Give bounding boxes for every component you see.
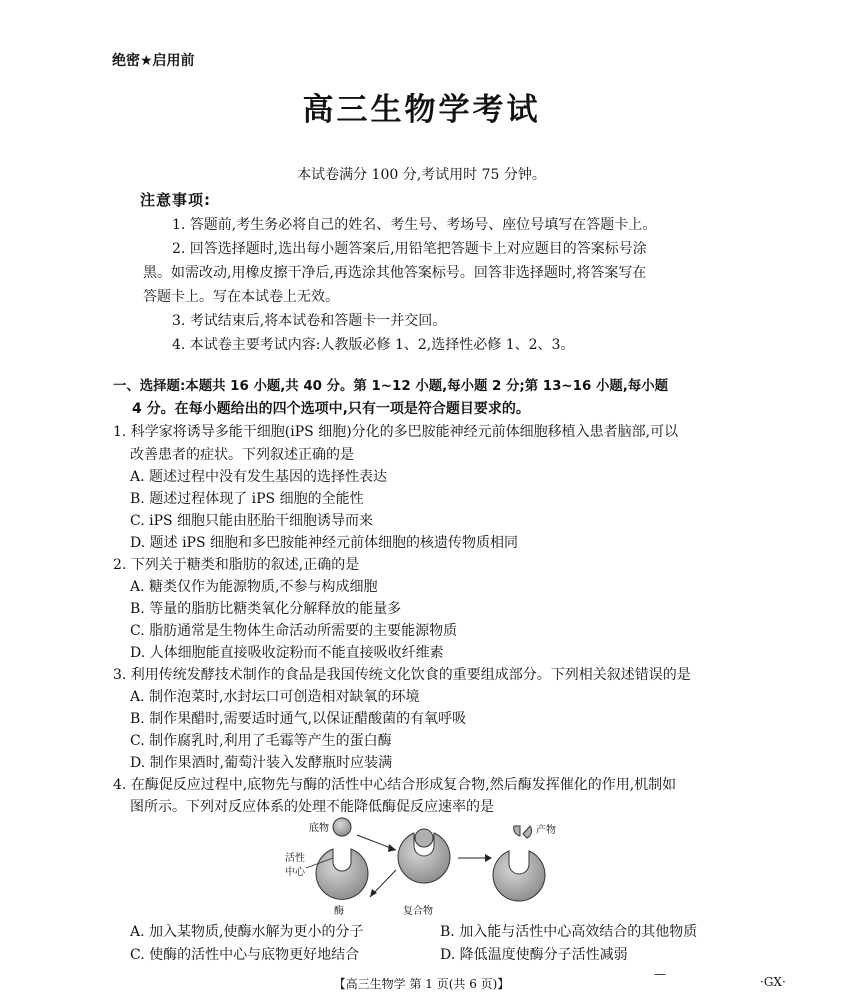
notes-heading: 注意事项: <box>140 191 211 209</box>
active-site-label: 中心 <box>285 867 305 878</box>
option-d: D. 制作果酒时,葡萄汁装入发酵瓶时应装满 <box>130 755 393 771</box>
option-a: A. 加入某物质,使酶水解为更小的分子 <box>130 924 364 940</box>
question-stem: 3. 利用传统发酵技术制作的食品是我国传统文化饮食的重要组成部分。下列相关叙述错误的是 <box>113 667 691 683</box>
bound-substrate-shape <box>415 829 433 847</box>
reaction-arrow-head <box>388 844 396 852</box>
option-a: A. 制作泡菜时,水封坛口可创造相对缺氧的环境 <box>130 689 420 705</box>
option-b: B. 加入能与活性中心高效结合的其他物质 <box>440 924 698 940</box>
option-a: A. 糖类仅作为能源物质,不参与构成细胞 <box>130 579 378 595</box>
question-stem: 图所示。下列对反应体系的处理不能降低酶促反应速率的是 <box>130 799 494 815</box>
section-instruction: 一、选择题:本题共 16 小题,共 40 分。第 1~12 小题,每小题 2 分;第 13~16 小题,每小题 <box>113 379 668 394</box>
active-site-label: 活性 <box>285 853 305 864</box>
option-d: D. 题述 iPS 细胞和多巴胺能神经元前体细胞的核遗传物质相同 <box>130 535 519 551</box>
enzyme-label: 酶 <box>334 906 344 917</box>
note-line: 3. 考试结束后,将本试卷和答题卡一并交回。 <box>172 313 447 329</box>
question-stem: 1. 科学家将诱导多能干细胞(iPS 细胞)分化的多巴胺能神经元前体细胞移植入患者脑部,可以 <box>113 424 679 440</box>
exam-title: 高三生物学考试 <box>302 92 541 128</box>
product-shape <box>514 826 520 836</box>
product-shape <box>523 826 532 838</box>
option-c: C. iPS 细胞只能由胚胎干细胞诱导而来 <box>130 513 374 529</box>
reaction-arrow-head <box>485 854 492 862</box>
note-line: 答题卡上。写在本试卷上无效。 <box>143 289 339 305</box>
confidential-label: 绝密★启用前 <box>112 53 195 69</box>
option-a: A. 题述过程中没有发生基因的选择性表达 <box>130 469 388 485</box>
note-line: 1. 答题前,考生务必将自己的姓名、考生号、考场号、座位号填写在答题卡上。 <box>172 217 657 233</box>
full-mark-note: 本试卷满分 100 分,考试用时 75 分钟。 <box>297 167 546 183</box>
option-d: D. 人体细胞能直接吸收淀粉而不能直接吸收纤维素 <box>130 645 444 661</box>
option-b: B. 题述过程体现了 iPS 细胞的全能性 <box>130 491 364 507</box>
option-c: C. 制作腐乳时,利用了毛霉等产生的蛋白酶 <box>130 733 392 749</box>
option-c: C. 使酶的活性中心与底物更好地结合 <box>130 947 360 963</box>
question-stem: 4. 在酶促反应过程中,底物先与酶的活性中心结合形成复合物,然后酶发挥催化的作用,机制如 <box>113 777 677 793</box>
option-d: D. 降低温度使酶分子活性减弱 <box>440 947 628 963</box>
question-stem: 2. 下列关于糖类和脂肪的叙述,正确的是 <box>113 557 360 573</box>
footer-code: ·GX· <box>760 975 786 989</box>
note-line: 2. 回答选择题时,选出每小题答案后,用铅笔把答题卡上对应题目的答案标号涂 <box>172 241 647 257</box>
note-line: 黑。如需改动,用橡皮擦干净后,再选涂其他答案标号。回答非选择题时,将答案写在 <box>143 265 647 281</box>
substrate-shape <box>333 818 351 836</box>
page-footer: 【高三生物学 第 1 页(共 6 页)】 <box>333 977 510 991</box>
question-stem: 改善患者的症状。下列叙述正确的是 <box>130 447 354 463</box>
option-c: C. 脂肪通常是生物体生命活动所需要的主要能源物质 <box>130 623 458 639</box>
product-label: 产物 <box>536 825 556 836</box>
note-line: 4. 本试卷主要考试内容:人教版必修 1、2,选择性必修 1、2、3。 <box>172 337 575 353</box>
option-b: B. 制作果醋时,需要适时通气,以保证醋酸菌的有氧呼吸 <box>130 711 467 727</box>
substrate-label: 底物 <box>309 823 329 834</box>
section-instruction: 4 分。在每小题给出的四个选项中,只有一项是符合题目要求的。 <box>132 401 530 417</box>
enzyme-shape <box>316 849 368 899</box>
option-b: B. 等量的脂肪比糖类氧化分解释放的能量多 <box>130 601 402 617</box>
released-enzyme-shape <box>493 851 545 901</box>
footer-dash: — <box>654 967 666 981</box>
complex-label: 复合物 <box>403 906 433 917</box>
